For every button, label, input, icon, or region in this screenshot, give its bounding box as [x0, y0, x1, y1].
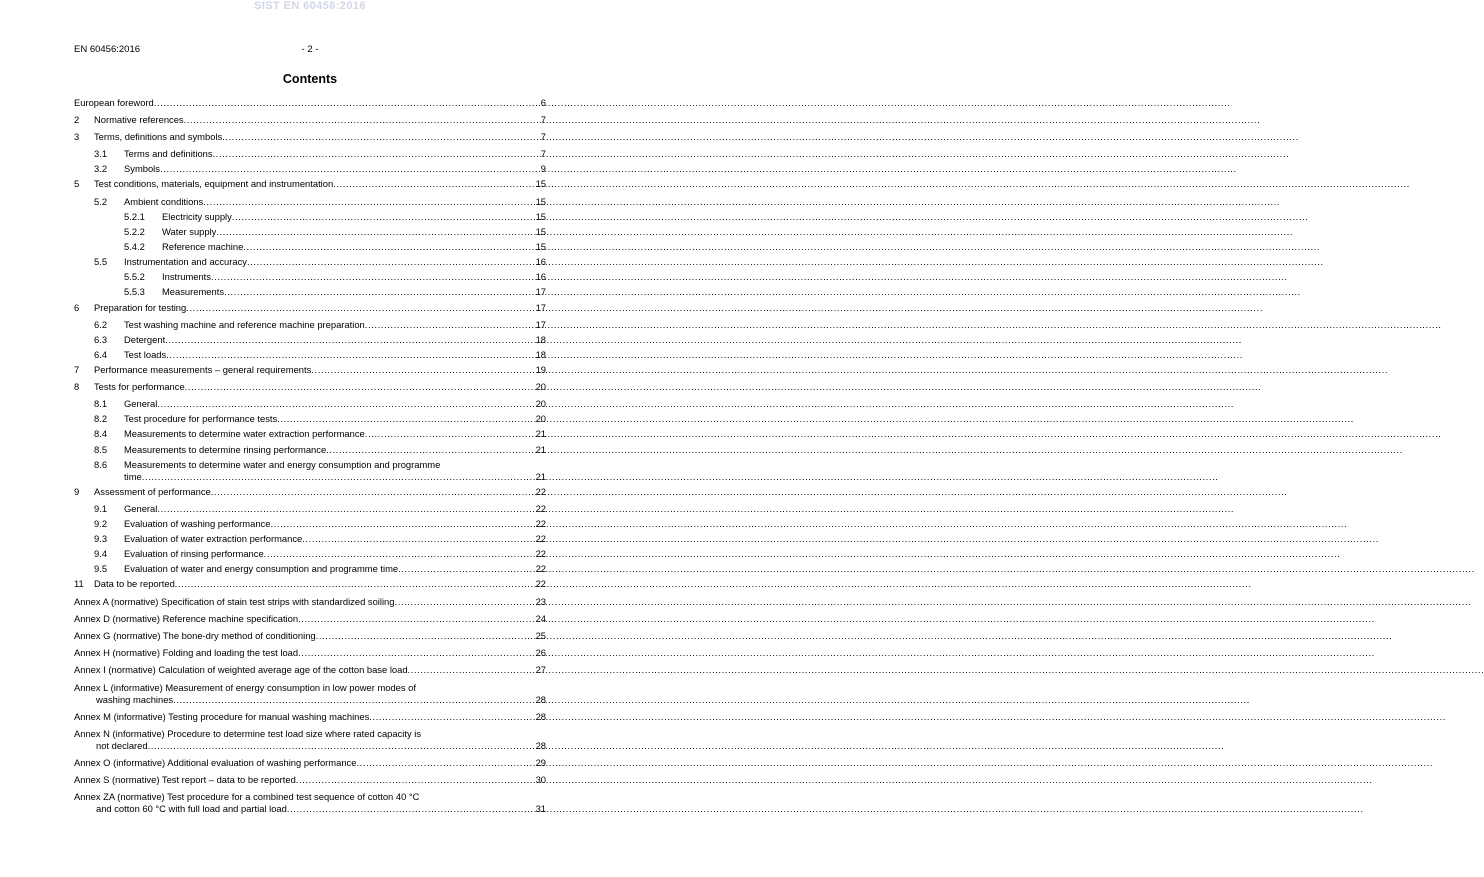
- toc-entry[interactable]: [74, 486, 546, 498]
- toc-page: 15: [535, 211, 546, 222]
- toc-page: 24: [535, 613, 546, 624]
- toc-page: 9: [540, 163, 546, 174]
- toc-number: 9.3: [94, 533, 108, 544]
- toc-entry[interactable]: [124, 271, 546, 283]
- toc-page: 22: [535, 486, 546, 497]
- toc-page: 6: [540, 97, 546, 108]
- toc-text-continued: time: [124, 470, 142, 482]
- toc-page: 22: [535, 503, 546, 514]
- toc-entry[interactable]: [74, 578, 546, 590]
- toc-text: Annex M (informative) Testing procedure for manual washing machines: [74, 711, 370, 722]
- toc-number: 8.6: [94, 459, 108, 470]
- toc-page: 22: [535, 533, 546, 544]
- toc-page: 22: [535, 518, 546, 529]
- toc-page: 25: [535, 630, 546, 641]
- toc-entry[interactable]: [94, 148, 546, 160]
- toc-page: 22: [535, 548, 546, 559]
- toc-entry[interactable]: [74, 302, 546, 314]
- toc-entry[interactable]: [94, 319, 546, 331]
- toc-text: Tests for performance: [94, 381, 185, 392]
- toc-entry[interactable]: [94, 548, 546, 560]
- toc-entry[interactable]: [94, 518, 546, 530]
- toc-number: 5.5.2: [124, 271, 145, 282]
- toc-page: 29: [535, 757, 546, 768]
- toc-entry[interactable]: [94, 413, 546, 425]
- toc-text: Terms and definitions: [124, 148, 213, 159]
- toc-entry[interactable]: [94, 444, 546, 456]
- toc-number: 9: [74, 486, 80, 497]
- toc-page: 30: [535, 774, 546, 785]
- toc-entry[interactable]: [74, 613, 546, 625]
- toc-text: Test loads: [124, 349, 167, 360]
- toc-entry[interactable]: [94, 428, 546, 440]
- toc-entry[interactable]: [74, 364, 546, 376]
- toc-entry[interactable]: [94, 334, 546, 346]
- toc-page: 15: [535, 178, 546, 189]
- toc-text: Evaluation of rinsing performance: [124, 548, 264, 559]
- toc-number: 5.2.1: [124, 211, 145, 222]
- toc-page: 21: [535, 470, 546, 482]
- toc-text: Annex L (informative) Measurement of energy consumption in low power modes of: [74, 682, 417, 693]
- toc-page: 15: [535, 226, 546, 237]
- toc-text: Symbols: [124, 163, 160, 174]
- toc-number: 5.2: [94, 196, 108, 207]
- toc-text: General: [124, 398, 158, 409]
- toc-text: Normative references: [94, 114, 184, 125]
- toc-text: Test procedure for performance tests: [124, 413, 278, 424]
- toc-number: 2: [74, 114, 80, 125]
- toc-number: 8.1: [94, 398, 108, 409]
- toc-entry[interactable]: [74, 114, 546, 126]
- toc-page: 7: [540, 148, 546, 159]
- toc-text: Test conditions, materials, equipment and instrumentation: [94, 178, 334, 189]
- toc-entry[interactable]: [74, 596, 546, 608]
- toc-number: 5.2.2: [124, 226, 145, 237]
- toc-number: 6.4: [94, 349, 108, 360]
- toc-entry[interactable]: [124, 211, 546, 223]
- toc-number: 8.2: [94, 413, 108, 424]
- toc-page: 23: [535, 596, 546, 607]
- toc-text: Detergent: [124, 334, 166, 345]
- toc-entry[interactable]: [74, 381, 546, 393]
- toc-page: 20: [535, 381, 546, 392]
- toc-entry[interactable]: [74, 664, 546, 676]
- toc-text: Annex I (normative) Calculation of weighted average age of the cotton base load: [74, 664, 408, 675]
- toc-text: General: [124, 503, 158, 514]
- toc-text: Electricity supply: [162, 211, 232, 222]
- toc-text: Annex H (normative) Folding and loading the test load: [74, 647, 299, 658]
- toc-number: 9.2: [94, 518, 108, 529]
- toc-page: 18: [535, 334, 546, 345]
- toc-entry[interactable]: [74, 774, 546, 786]
- toc-text-continued: washing machines: [96, 693, 174, 705]
- watermark: SIST EN 60456:2016: [254, 0, 366, 12]
- toc-number: 3.1: [94, 148, 108, 159]
- toc-entry[interactable]: [74, 178, 546, 190]
- toc-page: 15: [535, 196, 546, 207]
- toc-number: 7: [74, 364, 80, 375]
- toc-number: 5: [74, 178, 80, 189]
- toc-entry[interactable]: [94, 349, 546, 361]
- toc-number: 6.3: [94, 334, 108, 345]
- toc-number: 3: [74, 131, 80, 142]
- toc-text: Annex A (normative) Specification of stain test strips with standardized soiling: [74, 596, 395, 607]
- toc-number: 9.4: [94, 548, 108, 559]
- toc-text-continued: and cotton 60 °C with full load and partial load: [96, 802, 287, 814]
- toc-page: 28: [535, 693, 546, 705]
- toc-text: Instrumentation and accuracy: [124, 256, 247, 267]
- toc-page: 17: [535, 286, 546, 297]
- toc-text: European foreword: [74, 97, 154, 108]
- toc-entry[interactable]: [74, 791, 546, 815]
- toc-number: 6: [74, 302, 80, 313]
- page-number: - 2 -: [301, 44, 319, 55]
- toc-text: Instruments: [162, 271, 211, 282]
- toc-number: 5.5.3: [124, 286, 145, 297]
- toc-text: Measurements: [162, 286, 225, 297]
- toc-entry[interactable]: [94, 459, 546, 483]
- toc-text: Reference machine: [162, 241, 244, 252]
- toc-text: Annex D (normative) Reference machine specification: [74, 613, 299, 624]
- toc-page: 20: [535, 398, 546, 409]
- toc-text: Annex O (informative) Additional evaluation of washing performance: [74, 757, 357, 768]
- toc-page: 7: [540, 131, 546, 142]
- toc-entry[interactable]: [74, 682, 546, 706]
- toc-number: 5.4.2: [124, 241, 145, 252]
- toc-entry[interactable]: [74, 757, 546, 769]
- toc-text: Ambient conditions: [124, 196, 204, 207]
- toc-entry[interactable]: [124, 226, 546, 238]
- page-title: Contents: [282, 72, 338, 86]
- toc-text: Preparation for testing: [94, 302, 187, 313]
- toc-text: Performance measurements – general requirements: [94, 364, 312, 375]
- toc-entry[interactable]: [94, 398, 546, 410]
- toc-entry[interactable]: [94, 563, 546, 575]
- toc-text-continued: not declared: [96, 739, 148, 751]
- document-id: EN 60456:2016: [74, 44, 141, 55]
- toc-number: 5.5: [94, 256, 108, 267]
- toc-text: Measurements to determine water and energy consumption and programme: [124, 459, 441, 470]
- toc-text: Terms, definitions and symbols: [94, 131, 223, 142]
- toc-text: Annex ZA (normative) Test procedure for a combined test sequence of cotton 40 °C: [74, 791, 420, 802]
- toc-number: 3.2: [94, 163, 108, 174]
- toc-entry[interactable]: [124, 241, 546, 253]
- toc-entry[interactable]: [94, 503, 546, 515]
- toc-text: Evaluation of water and energy consumption and programme time: [124, 563, 399, 574]
- toc-page: 16: [535, 256, 546, 267]
- toc-text: Assessment of performance: [94, 486, 211, 497]
- toc-text: Test washing machine and reference machine preparation: [124, 319, 365, 330]
- toc-entry[interactable]: [74, 711, 546, 723]
- toc-page: 19: [535, 364, 546, 375]
- toc-entry[interactable]: [94, 533, 546, 545]
- toc-text: Evaluation of water extraction performance: [124, 533, 303, 544]
- toc-number: 8: [74, 381, 80, 392]
- toc-number: 8.5: [94, 444, 108, 455]
- toc-page: 26: [535, 647, 546, 658]
- toc-page: 15: [535, 241, 546, 252]
- toc-entry[interactable]: [74, 97, 546, 109]
- toc-page: 21: [535, 444, 546, 455]
- table-of-contents: [0, 0, 620, 877]
- toc-page: 28: [535, 739, 546, 751]
- toc-text: Water supply: [162, 226, 217, 237]
- toc-text: Annex G (normative) The bone-dry method of conditioning: [74, 630, 316, 641]
- toc-text: Annex N (informative) Procedure to determine test load size where rated capacity is: [74, 728, 422, 739]
- toc-number: 9.1: [94, 503, 108, 514]
- toc-page: 18: [535, 349, 546, 360]
- toc-page: 17: [535, 319, 546, 330]
- toc-entry[interactable]: [94, 163, 546, 175]
- toc-number: 11: [74, 578, 84, 589]
- toc-text: Evaluation of washing performance: [124, 518, 271, 529]
- toc-number: 9.5: [94, 563, 108, 574]
- toc-number: 6.2: [94, 319, 108, 330]
- toc-page: 17: [535, 302, 546, 313]
- toc-page: 22: [535, 563, 546, 574]
- toc-entry[interactable]: [74, 131, 546, 143]
- toc-entry[interactable]: [74, 647, 546, 659]
- toc-text: Data to be reported: [94, 578, 175, 589]
- toc-number: 8.4: [94, 428, 108, 439]
- toc-entry[interactable]: [74, 728, 546, 752]
- toc-page: 7: [540, 114, 546, 125]
- toc-text: Measurements to determine water extraction performance: [124, 428, 365, 439]
- toc-page: 21: [535, 428, 546, 439]
- toc-page: 28: [535, 711, 546, 722]
- toc-page: 16: [535, 271, 546, 282]
- toc-page: 27: [535, 664, 546, 675]
- toc-entry[interactable]: [94, 256, 546, 268]
- toc-page: 31: [535, 802, 546, 814]
- toc-text: Measurements to determine rinsing performance: [124, 444, 327, 455]
- toc-entry[interactable]: [124, 286, 546, 298]
- toc-entry[interactable]: [74, 630, 546, 642]
- toc-entry[interactable]: [94, 196, 546, 208]
- toc-page: 22: [535, 578, 546, 589]
- toc-text: Annex S (normative) Test report – data to be reported: [74, 774, 296, 785]
- toc-page: 20: [535, 413, 546, 424]
